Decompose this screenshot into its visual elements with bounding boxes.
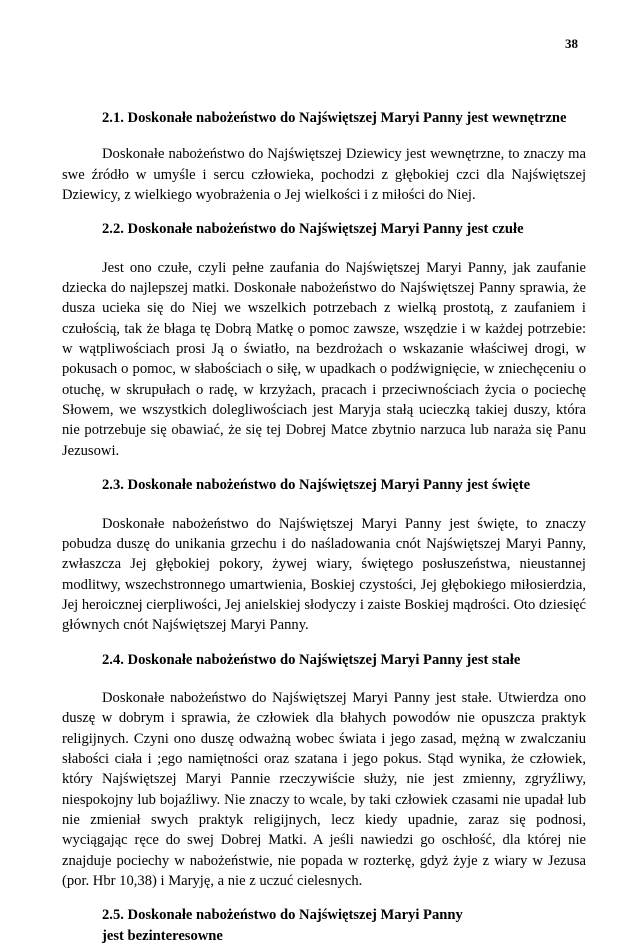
section-heading-2-2: 2.2. Doskonałe nabożeństwo do Najświętszej Maryi Panny jest czułe [102, 221, 524, 238]
section-heading-2-5-line2: jest bezinteresowne [102, 927, 223, 944]
section-heading-2-3: 2.3. Doskonałe nabożeństwo do Najświętszej Maryi Panny jest święte [102, 477, 531, 494]
section-paragraph-2-3: Doskonałe nabożeństwo do Najświętszej Maryi Panny jest święte, to znaczy pobudza duszę do unikania grzechu i do naśladowania cnót Najświętszej Maryi Panny, zwłaszcza Jej głębokiej pokory, żywej wiary, świętego posłuszeństwa, nieustannej modlitwy, wszechstronnego umartwienia, Boskiej czystości, Jej głębokiego miłosierdzia, Jej heroicznej cierpliwości, Jej anielskiej słodyczy i zaiste Boskiej mądrości. Oto dziesięć głównych cnót Najświętszej Maryi Panny. [62, 515, 586, 634]
section-paragraph-2-2: Jest ono czułe, czyli pełne zaufania do Najświętszej Maryi Panny, jak zaufanie dziecka do najlepszej matki. Doskonałe nabożeństwo do Najświętszej Panny sprawia, że dusza ucieka się do Niej we wszelkich potrzebach z wielką prostotą, z zaufaniem i czułością, tak że błaga tę Dobrą Matkę o pomoc zawsze, wszędzie i w każdej potrzebie: w wątpliwościach prosi Ją o światło, na bezdrożach o wskazanie właściwej drogi, w pokusach o pomoc, w słabościach o siłę, w upadkach o podźwignięcie, w zniechęceniu o otuchę, w skrupułach o radę, w krzyżach, pracach i przeciwnościach życia o pociechę Słowem, we wszystkich dolegliwościach jest Maryja stałą ucieczką takiej duszy, która nie potrzebuje się obawiać, że się tej Dobrej Matce zbytnio narzuca lub naraża się Panu Jezusowi. [62, 259, 586, 459]
section-heading-2-5-line1: 2.5. Doskonałe nabożeństwo do Najświętszej Maryi Panny [102, 907, 463, 924]
page-number: 38 [565, 36, 578, 51]
section-heading-2-5 [62, 905, 586, 946]
section-paragraph-2-1: Doskonałe nabożeństwo do Najświętszej Dziewicy jest wewnętrzne, to znaczy ma swe źródło w umyśle i sercu człowieka, pochodzi z głębokiej czci dla Najświętszej Dziewicy, z wielkiego wyobrażenia o Jej wielkości i z miłości do Niej. [62, 146, 586, 204]
section-heading-2-4: 2.4. Doskonałe nabożeństwo do Najświętszej Maryi Panny jest stałe [102, 651, 521, 668]
section-paragraph-2-4: Doskonałe nabożeństwo do Najświętszej Maryi Panny jest stałe. Utwierdza ono duszę w dobrym i sprawia, że człowiek dla błahych powodów nie opuszcza praktyk religijnych. Czyni ono duszę odważną wobec świata i jego zasad, mężną w zwalczaniu słabości ciała i ;ego namiętności oraz szatana i jego pokus. Stąd wynika, że człowiek, który Najświętszej Maryi Pannie rzeczywiście służy, nie jest zmienny, zgryźliwy, niespokojny lub bojaźliwy. Nie znaczy to wcale, by taki człowiek czasami nie upadał lub nie zmieniał swych praktyk religijnych, lecz kiedy upadnie, zaraz się podnosi, wyciągając ręce do swej Dobrej Matki. A jeśli nawiedzi go oschłość, dla której nie znajduje pociechy w nabożeństwie, nie popada w rozterkę, gdyż żyje z wiary w Jezusa (por. Hbr 10,38) i Maryję, a nie z uczuć cielesnych. [62, 689, 586, 889]
page-content [62, 108, 586, 946]
section-heading-2-1: 2.1. Doskonałe nabożeństwo do Najświętszej Maryi Panny jest wewnętrzne [102, 110, 567, 126]
